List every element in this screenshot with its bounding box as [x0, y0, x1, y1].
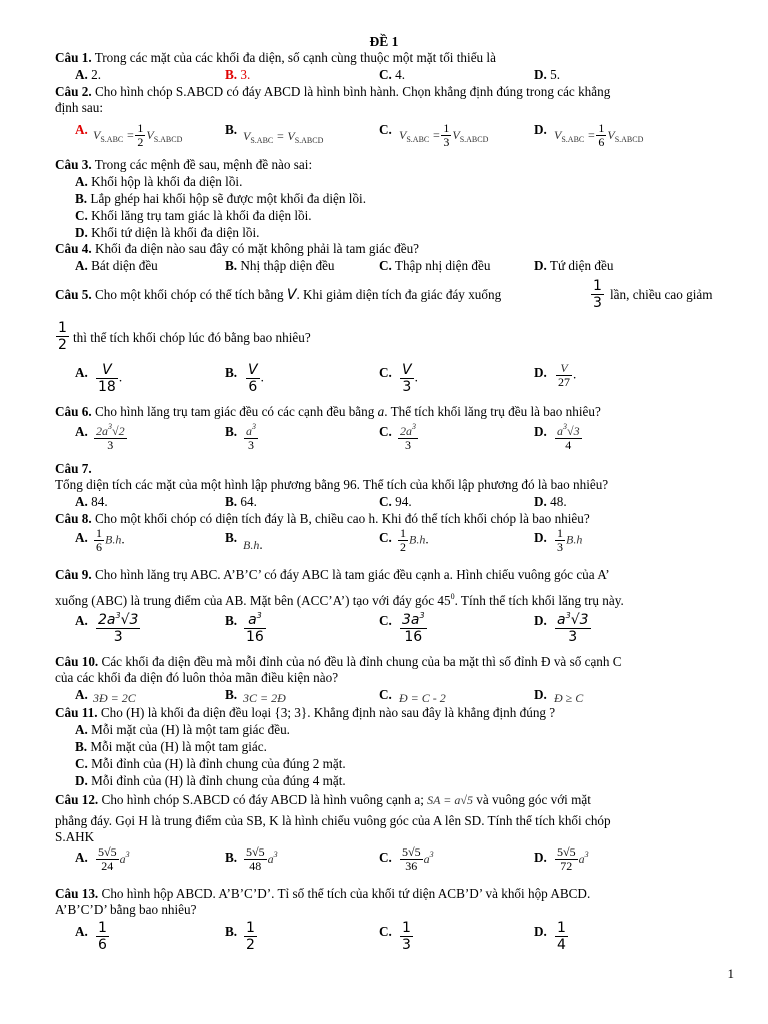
question-9-options	[55, 608, 720, 650]
answer-b: B.h.	[243, 537, 263, 552]
option-d: D. Khối tứ diện là khối đa diện lồi.	[75, 225, 260, 240]
answer-d: $\frac{a^3√3}{3}$	[554, 608, 592, 645]
option-d: D.	[534, 530, 547, 545]
option-d: D.	[534, 365, 547, 380]
option-c: C.	[379, 687, 392, 702]
answer-b: $\frac{V}{6}$ .	[248, 362, 264, 395]
question-6-options	[55, 420, 720, 458]
answer-b: $\frac{5√5}{48}$ $a^3$	[246, 845, 278, 873]
answer-a: $\frac{2a^3√2}{3}$	[96, 422, 125, 452]
answer-c: $\frac{5√5}{36}$ $a^3$	[402, 845, 434, 873]
question-4: Câu 4. Khối đa diện nào sau đây có mặt không phải là tam giác đều?	[55, 241, 420, 256]
question-1-options	[55, 67, 720, 83]
question-8: Câu 8. Cho một khối chóp có diện tích đáy là B, chiều cao h. Khi đó thể tích khối chóp là bao nhiêu?	[55, 511, 590, 526]
formula-c: $V_{S.ABC}$ = $\frac{1}{3}$ $V_{S.ABCD}$	[399, 121, 489, 149]
option-d: D.	[534, 924, 547, 939]
option-b: B. Mỗi mặt của (H) là một tam giác.	[75, 739, 267, 754]
option-b: B.	[225, 687, 238, 702]
option-a: A.	[75, 924, 88, 939]
answer-a: $\frac{V}{18}$ .	[98, 362, 123, 395]
answer-a: $\frac{5√5}{24}$ $a^3$	[98, 845, 130, 873]
option-c: C.	[379, 424, 392, 439]
option-a: A. Mỗi mặt của (H) là một tam giác đều.	[75, 722, 290, 737]
option-d: D.	[534, 424, 547, 439]
option-a: A. Bát diện đều	[75, 258, 158, 273]
option-a: A. Khối hộp là khối đa diện lồi.	[75, 174, 243, 189]
option-c: C. Thập nhị diện đều	[379, 258, 491, 273]
option-c: C.	[379, 530, 392, 545]
option-b: B. Nhị thập diện đều	[225, 258, 335, 273]
question-7-text: Tổng diện tích các mặt của một hình lập phương bằng 96. Thể tích của khối lập phương đó là bao nhiêu?	[55, 477, 609, 492]
answer-a: 3Đ = 2C	[93, 691, 136, 705]
answer-b: 3C = 2Đ	[243, 691, 286, 705]
option-d: D. 48.	[534, 494, 567, 509]
question-8-options	[55, 527, 720, 565]
answer-a: $\frac{1}{6}$	[98, 920, 107, 953]
option-d: D.	[534, 687, 547, 702]
formula-b: $V_{S.ABC} = V_{S.ABCD}$	[243, 129, 324, 145]
option-c: C. Mỗi đỉnh của (H) là đỉnh chung của đúng 2 mặt.	[75, 756, 346, 771]
fraction-one-half: $\frac{1}{2}$	[58, 320, 67, 353]
option-d: D.	[534, 122, 547, 137]
option-b: B. Lắp ghép hai khối hộp sẽ được một khối đa diện lồi.	[75, 191, 367, 206]
option-b: B.	[225, 924, 238, 939]
option-a: A.	[75, 365, 88, 380]
formula-d: $V_{S.ABC}$ = $\frac{1}{6}$ $V_{S.ABCD}$	[554, 121, 644, 149]
page-number: 1	[727, 966, 734, 981]
formula-a: $V_{S.ABC}$ = $\frac{1}{2}$ $V_{S.ABCD}$	[93, 121, 183, 149]
option-c: C.	[379, 613, 392, 628]
option-c: C.	[379, 924, 392, 939]
option-d: D.	[534, 850, 547, 865]
option-b: B. 64.	[225, 494, 257, 509]
question-5: Câu 5. Cho một khối chóp có thể tích bằng V. Khi giảm diện tích đa giác đáy xuống $\frac{1}{3}$ lần, chiều cao giảm	[55, 278, 713, 311]
question-5-cont: $\frac{1}{2}$ thì thể tích khối chóp lúc đó bằng bao nhiêu?	[58, 320, 311, 353]
option-a: A. 84.	[75, 494, 108, 509]
question-6: Câu 6. Cho hình lăng trụ tam giác đều có các cạnh đều bằng a. Thể tích khối lăng trụ đều là bao nhiêu?	[55, 404, 601, 419]
option-c: C.	[379, 122, 392, 137]
fraction-one-third: $\frac{1}{3}$	[593, 278, 602, 311]
question-7: Câu 7.	[55, 461, 92, 476]
option-c: C. 94.	[379, 494, 412, 509]
option-d: D. Tứ diện đều	[534, 258, 614, 273]
question-9: Câu 9. Cho hình lăng trụ ABC. A’B’C’ có đáy ABC là tam giác đều cạnh a. Hình chiếu vuông góc của A’	[55, 567, 610, 582]
question-13: Câu 13. Cho hình hộp ABCD. A’B’C’D’. Tỉ số thể tích của khối tứ diện ACB’D’ và khối hộp ABCD. A’B’C’D’ bằng bao nhiêu?	[55, 886, 591, 917]
answer-c: $\frac{V}{3}$ .	[402, 362, 418, 395]
question-12-cont: phẳng đáy. Gọi H là trung điểm của SB, K là hình chiếu vuông góc của A lên SD. Tính thể tích khối chóp S.AHK	[55, 813, 611, 844]
answer-d: $\frac{1}{3}$ B.h	[557, 526, 583, 554]
question-7-options	[55, 494, 720, 510]
option-a-answer: A.	[75, 122, 88, 137]
question-5-options	[55, 362, 720, 400]
option-a: A.	[75, 850, 88, 865]
option-b: B.	[225, 365, 238, 380]
question-1: Câu 1. Trong các mặt của các khối đa diện, số cạnh cùng thuộc một mặt tối thiểu là	[55, 50, 496, 65]
question-4-options	[55, 258, 720, 274]
option-c: C.	[379, 365, 392, 380]
exam-title: ĐỀ 1	[369, 34, 399, 49]
answer-c: $\frac{2a^3}{3}$	[400, 422, 416, 452]
answer-b: $\frac{a^3}{16}$	[243, 608, 267, 645]
option-d: D. Mỗi đỉnh của (H) là đỉnh chung của đúng 4 mặt.	[75, 773, 346, 788]
answer-a: $\frac{2a^3√3}{3}$	[95, 608, 141, 645]
question-2: Câu 2. Cho hình chóp S.ABCD có đáy ABCD là hình bình hành. Chọn khẳng định đúng trong các khẳng định sau:	[55, 84, 611, 115]
answer-d: Đ ≥ C	[554, 691, 584, 705]
option-c: C.	[379, 850, 392, 865]
question-10: Câu 10. Các khối đa diện đều mà mỗi đỉnh của nó đều là đỉnh chung của ba mặt thì số đỉnh Đ và số cạnh C của các khối đa diện đó luôn thỏa mãn điều kiện nào?	[55, 654, 622, 685]
option-a: A.	[75, 530, 88, 545]
option-b-answer: B. 3.	[225, 67, 251, 82]
option-b: B.	[225, 424, 238, 439]
question-11: Câu 11. Cho (H) là khối đa diện đều loại {3; 3}. Khẳng định nào sau đây là khẳng định đúng ?	[55, 705, 556, 720]
answer-d: $\frac{5√5}{72}$ $a^3$	[557, 845, 589, 873]
answer-d: $\frac{V}{27}$ .	[558, 361, 577, 389]
option-d: D. 5.	[534, 67, 561, 82]
option-b: B.	[225, 850, 238, 865]
option-b: B.	[225, 122, 238, 137]
answer-d: $\frac{1}{4}$	[557, 920, 566, 953]
question-12-options	[55, 846, 720, 886]
answer-b: $\frac{a^3}{3}$	[246, 422, 256, 452]
option-c: C. Khối lăng trụ tam giác là khối đa diện lồi.	[75, 208, 312, 223]
option-b: B.	[225, 613, 238, 628]
answer-c: Đ = C - 2	[399, 691, 446, 705]
answer-c: $\frac{1}{3}$	[402, 920, 411, 953]
answer-c: $\frac{1}{2}$ B.h.	[400, 526, 429, 554]
answer-d: $\frac{a^3√3}{4}$	[557, 422, 580, 452]
option-d: D.	[534, 613, 547, 628]
question-10-options	[55, 687, 720, 705]
option-c: C. 4.	[379, 67, 406, 82]
option-a: A. 2.	[75, 67, 102, 82]
question-2-options	[55, 120, 720, 156]
answer-a: $\frac{1}{6}$ B.h.	[96, 526, 125, 554]
option-b: B.	[225, 530, 238, 545]
question-13-options	[55, 920, 720, 960]
answer-c: $\frac{3a^3}{16}$	[399, 608, 428, 645]
question-12: Câu 12. Cho hình chóp S.ABCD có đáy ABCD là hình vuông cạnh a; SA = a√5 và vuông góc với mặt	[55, 792, 591, 807]
option-a: A.	[75, 424, 88, 439]
question-3: Câu 3. Trong các mệnh đề sau, mệnh đề nào sai:	[55, 157, 313, 172]
answer-b: $\frac{1}{2}$	[246, 920, 255, 953]
question-9-cont: xuống (ABC) là trung điểm của AB. Mặt bên (ACC’A’) tạo với đáy góc $45^0$. Tính thể tích khối lăng trụ này.	[55, 592, 624, 608]
option-a: A.	[75, 613, 88, 628]
option-a: A.	[75, 687, 88, 702]
